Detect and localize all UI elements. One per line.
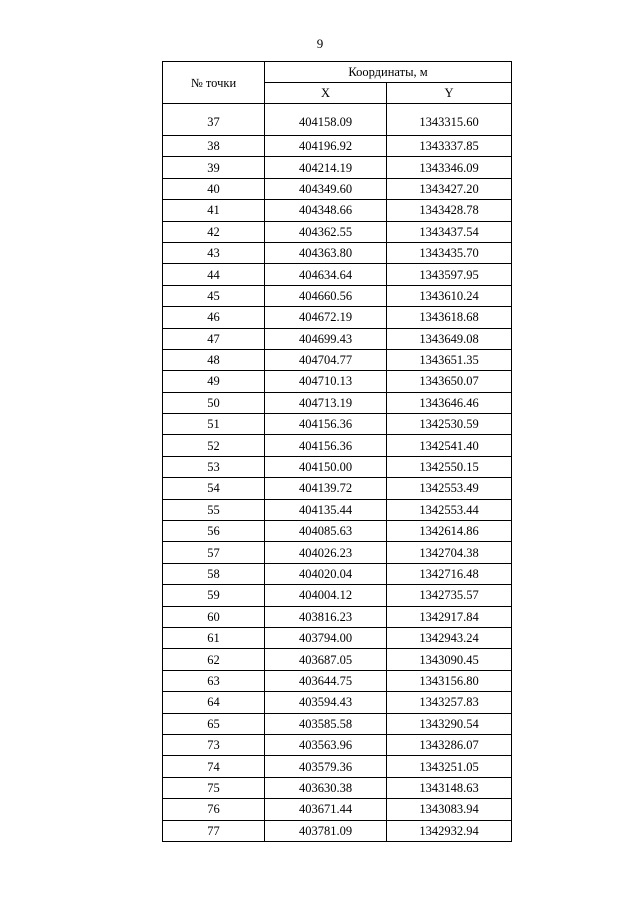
y-coordinate-cell: 1342943.24	[387, 627, 512, 648]
point-number-cell: 76	[163, 799, 265, 820]
point-number-cell: 47	[163, 328, 265, 349]
point-number-cell: 44	[163, 264, 265, 285]
table-row	[163, 713, 512, 734]
y-coordinate-cell: 1343148.63	[387, 777, 512, 798]
table-row	[163, 756, 512, 777]
x-coordinate-cell: 404704.77	[265, 349, 387, 370]
point-number-cell: 53	[163, 456, 265, 477]
y-coordinate-cell: 1343257.83	[387, 692, 512, 713]
x-coordinate-cell: 404156.36	[265, 435, 387, 456]
x-coordinate-cell: 404158.09	[265, 104, 387, 136]
point-number-cell: 65	[163, 713, 265, 734]
point-number-cell: 50	[163, 392, 265, 413]
table-row	[163, 371, 512, 392]
point-number-cell: 41	[163, 200, 265, 221]
y-header: Y	[387, 83, 512, 104]
y-coordinate-cell: 1343651.35	[387, 349, 512, 370]
y-coordinate-cell: 1343437.54	[387, 221, 512, 242]
point-number-cell: 54	[163, 478, 265, 499]
y-coordinate-cell: 1342553.44	[387, 499, 512, 520]
table-row	[163, 264, 512, 285]
y-coordinate-cell: 1343337.85	[387, 136, 512, 157]
y-coordinate-cell: 1343435.70	[387, 242, 512, 263]
x-coordinate-cell: 404020.04	[265, 563, 387, 584]
table-row	[163, 414, 512, 435]
x-coordinate-cell: 404085.63	[265, 521, 387, 542]
point-number-cell: 60	[163, 606, 265, 627]
x-header: X	[265, 83, 387, 104]
point-number-cell: 74	[163, 756, 265, 777]
table-row	[163, 606, 512, 627]
point-number-cell: 49	[163, 371, 265, 392]
y-coordinate-cell: 1343646.46	[387, 392, 512, 413]
point-number-cell: 46	[163, 307, 265, 328]
point-number-cell: 45	[163, 285, 265, 306]
point-number-cell: 61	[163, 627, 265, 648]
table-row	[163, 328, 512, 349]
point-number-cell: 56	[163, 521, 265, 542]
table-row	[163, 178, 512, 199]
x-coordinate-cell: 404139.72	[265, 478, 387, 499]
x-coordinate-cell: 404156.36	[265, 414, 387, 435]
point-number-cell: 39	[163, 157, 265, 178]
point-number-cell: 57	[163, 542, 265, 563]
y-coordinate-cell: 1343083.94	[387, 799, 512, 820]
x-coordinate-cell: 403630.38	[265, 777, 387, 798]
x-coordinate-cell: 404363.80	[265, 242, 387, 263]
point-number-cell: 58	[163, 563, 265, 584]
x-coordinate-cell: 403585.58	[265, 713, 387, 734]
x-coordinate-cell: 404349.60	[265, 178, 387, 199]
y-coordinate-cell: 1342932.94	[387, 820, 512, 841]
x-coordinate-cell: 403671.44	[265, 799, 387, 820]
point-number-cell: 73	[163, 734, 265, 755]
y-coordinate-cell: 1342917.84	[387, 606, 512, 627]
x-coordinate-cell: 403594.43	[265, 692, 387, 713]
table-row	[163, 627, 512, 648]
table-row	[163, 542, 512, 563]
x-coordinate-cell: 404214.19	[265, 157, 387, 178]
x-coordinate-cell: 404699.43	[265, 328, 387, 349]
point-number-cell: 43	[163, 242, 265, 263]
x-coordinate-cell: 404672.19	[265, 307, 387, 328]
x-coordinate-cell: 404026.23	[265, 542, 387, 563]
x-coordinate-cell: 404196.92	[265, 136, 387, 157]
y-coordinate-cell: 1342541.40	[387, 435, 512, 456]
table-body	[163, 104, 512, 842]
y-coordinate-cell: 1343346.09	[387, 157, 512, 178]
x-coordinate-cell: 403816.23	[265, 606, 387, 627]
y-coordinate-cell: 1342704.38	[387, 542, 512, 563]
table-row	[163, 242, 512, 263]
y-coordinate-cell: 1343650.07	[387, 371, 512, 392]
y-coordinate-cell: 1342735.57	[387, 585, 512, 606]
x-coordinate-cell: 404150.00	[265, 456, 387, 477]
y-coordinate-cell: 1343315.60	[387, 104, 512, 136]
table-row	[163, 435, 512, 456]
y-coordinate-cell: 1343428.78	[387, 200, 512, 221]
point-number-cell: 63	[163, 670, 265, 691]
table-row	[163, 670, 512, 691]
table-row	[163, 285, 512, 306]
y-coordinate-cell: 1343427.20	[387, 178, 512, 199]
point-number-cell: 55	[163, 499, 265, 520]
point-number-cell: 52	[163, 435, 265, 456]
y-coordinate-cell: 1343618.68	[387, 307, 512, 328]
x-coordinate-cell: 403644.75	[265, 670, 387, 691]
table-row	[163, 392, 512, 413]
point-number-cell: 48	[163, 349, 265, 370]
y-coordinate-cell: 1343610.24	[387, 285, 512, 306]
y-coordinate-cell: 1342553.49	[387, 478, 512, 499]
table-header	[163, 62, 512, 104]
x-coordinate-cell: 404362.55	[265, 221, 387, 242]
table-row	[163, 521, 512, 542]
x-coordinate-cell: 404348.66	[265, 200, 387, 221]
table-row	[163, 777, 512, 798]
x-coordinate-cell: 403563.96	[265, 734, 387, 755]
x-coordinate-cell: 404660.56	[265, 285, 387, 306]
x-coordinate-cell: 403579.36	[265, 756, 387, 777]
y-coordinate-cell: 1342530.59	[387, 414, 512, 435]
y-coordinate-cell: 1343156.80	[387, 670, 512, 691]
y-coordinate-cell: 1343649.08	[387, 328, 512, 349]
point-number-cell: 64	[163, 692, 265, 713]
table-row	[163, 221, 512, 242]
y-coordinate-cell: 1343090.45	[387, 649, 512, 670]
point-number-cell: 62	[163, 649, 265, 670]
y-coordinate-cell: 1342614.86	[387, 521, 512, 542]
y-coordinate-cell: 1342716.48	[387, 563, 512, 584]
table-row	[163, 200, 512, 221]
point-number-cell: 51	[163, 414, 265, 435]
y-coordinate-cell: 1343286.07	[387, 734, 512, 755]
y-coordinate-cell: 1342550.15	[387, 456, 512, 477]
point-number-cell: 37	[163, 104, 265, 136]
x-coordinate-cell: 403687.05	[265, 649, 387, 670]
table-row	[163, 585, 512, 606]
coordinates-table	[162, 61, 512, 842]
x-coordinate-cell: 404710.13	[265, 371, 387, 392]
point-number-header: № точки	[163, 62, 265, 104]
x-coordinate-cell: 404634.64	[265, 264, 387, 285]
table-row	[163, 136, 512, 157]
y-coordinate-cell: 1343290.54	[387, 713, 512, 734]
table-row	[163, 307, 512, 328]
point-number-cell: 42	[163, 221, 265, 242]
table-row	[163, 456, 512, 477]
header-row	[163, 62, 512, 83]
table-row	[163, 734, 512, 755]
point-number-cell: 40	[163, 178, 265, 199]
table-row	[163, 563, 512, 584]
x-coordinate-cell: 403781.09	[265, 820, 387, 841]
table-row	[163, 104, 512, 136]
table-row	[163, 820, 512, 841]
x-coordinate-cell: 404713.19	[265, 392, 387, 413]
x-coordinate-cell: 403794.00	[265, 627, 387, 648]
point-number-cell: 75	[163, 777, 265, 798]
point-number-cell: 77	[163, 820, 265, 841]
table-row	[163, 478, 512, 499]
point-number-cell: 38	[163, 136, 265, 157]
table-row	[163, 157, 512, 178]
y-coordinate-cell: 1343597.95	[387, 264, 512, 285]
table-row	[163, 349, 512, 370]
coordinates-header: Координаты, м	[265, 62, 512, 83]
page-number: 9	[316, 36, 324, 51]
y-coordinate-cell: 1343251.05	[387, 756, 512, 777]
table-row	[163, 499, 512, 520]
table-row	[163, 799, 512, 820]
table-row	[163, 692, 512, 713]
x-coordinate-cell: 404004.12	[265, 585, 387, 606]
point-number-cell: 59	[163, 585, 265, 606]
x-coordinate-cell: 404135.44	[265, 499, 387, 520]
table-row	[163, 649, 512, 670]
